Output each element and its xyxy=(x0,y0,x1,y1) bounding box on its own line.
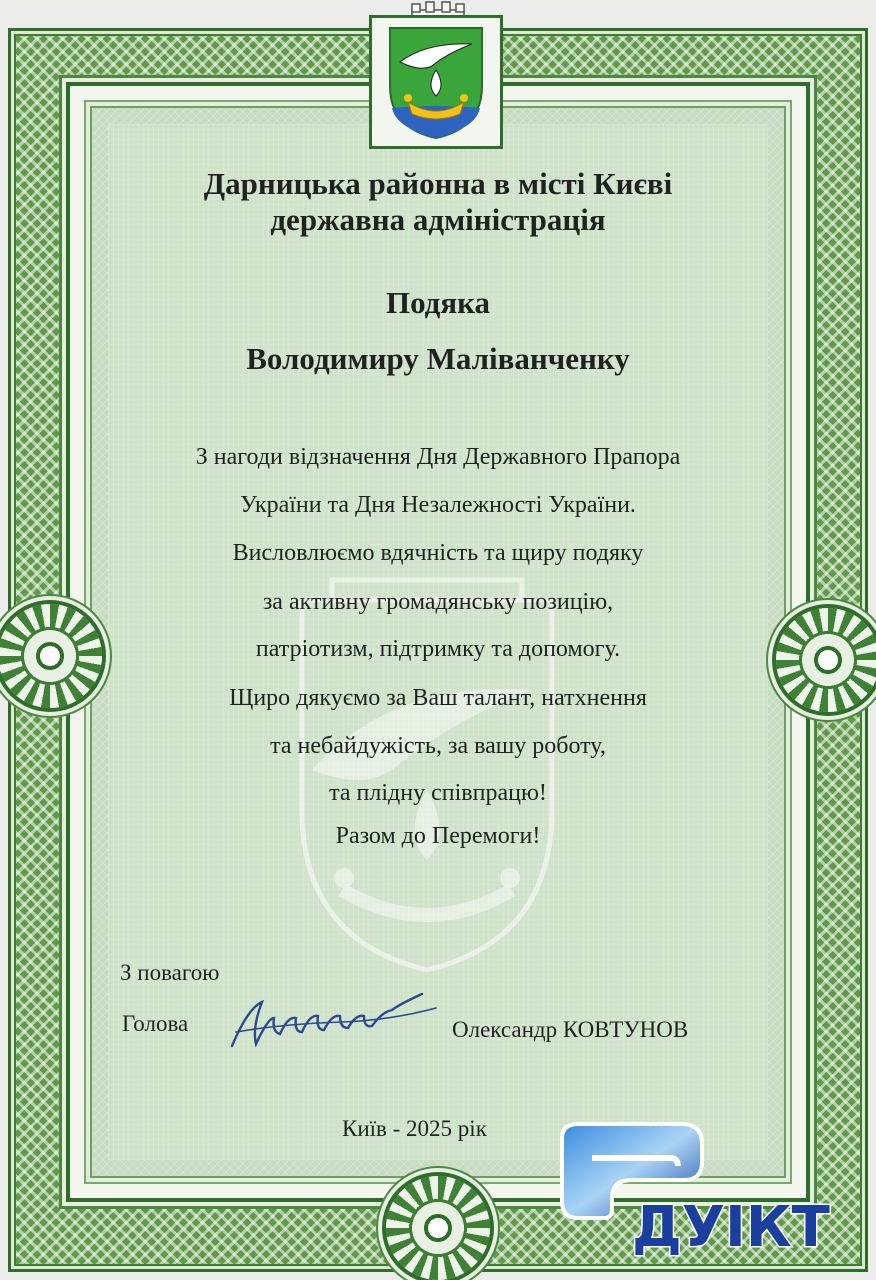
body-line: України та Дня Незалежності України. xyxy=(240,492,636,518)
body-line: та плідну співпрацю! xyxy=(329,780,547,806)
body-line: патріотизм, підтримку та допомогу. xyxy=(255,636,621,662)
organization-name-line2: державна адміністрація xyxy=(270,202,606,237)
body-line: З нагоди відзначення Дня Державного Прапора xyxy=(195,444,681,470)
body-line: Висловлюємо вдячність та щиру подяку xyxy=(232,540,644,566)
logo-text: ДУІКТ xyxy=(632,1195,830,1260)
body-line: Разом до Перемоги! xyxy=(335,823,541,849)
place-and-date: Київ - 2025 рік xyxy=(342,1116,487,1141)
signatory-name: Олександр КОВТУНОВ xyxy=(452,1017,689,1042)
certificate-title: Подяка xyxy=(385,285,491,320)
handwritten-signature xyxy=(222,988,442,1060)
organization-name-line1: Дарницька районна в місті Києві xyxy=(203,166,673,201)
closing-text: З повагою xyxy=(120,960,220,985)
rosette-ornament-bottom xyxy=(386,1176,490,1280)
coat-of-arms-icon xyxy=(386,24,486,142)
body-line: Щиро дякуємо за Ваш талант, натхнення xyxy=(229,685,647,711)
position-title: Голова xyxy=(122,1011,189,1036)
body-line: та небайдужість, за вашу роботу, xyxy=(270,733,606,759)
watermark-crest xyxy=(272,560,582,980)
rosette-ornament-left xyxy=(0,604,102,708)
body-line: за активну громадянську позицію, xyxy=(262,589,614,615)
recipient-name: Володимиру Маліванченку xyxy=(246,341,630,376)
coat-of-arms xyxy=(372,18,500,146)
rosette-ornament-right xyxy=(776,608,876,712)
duikt-logo xyxy=(552,1118,872,1268)
